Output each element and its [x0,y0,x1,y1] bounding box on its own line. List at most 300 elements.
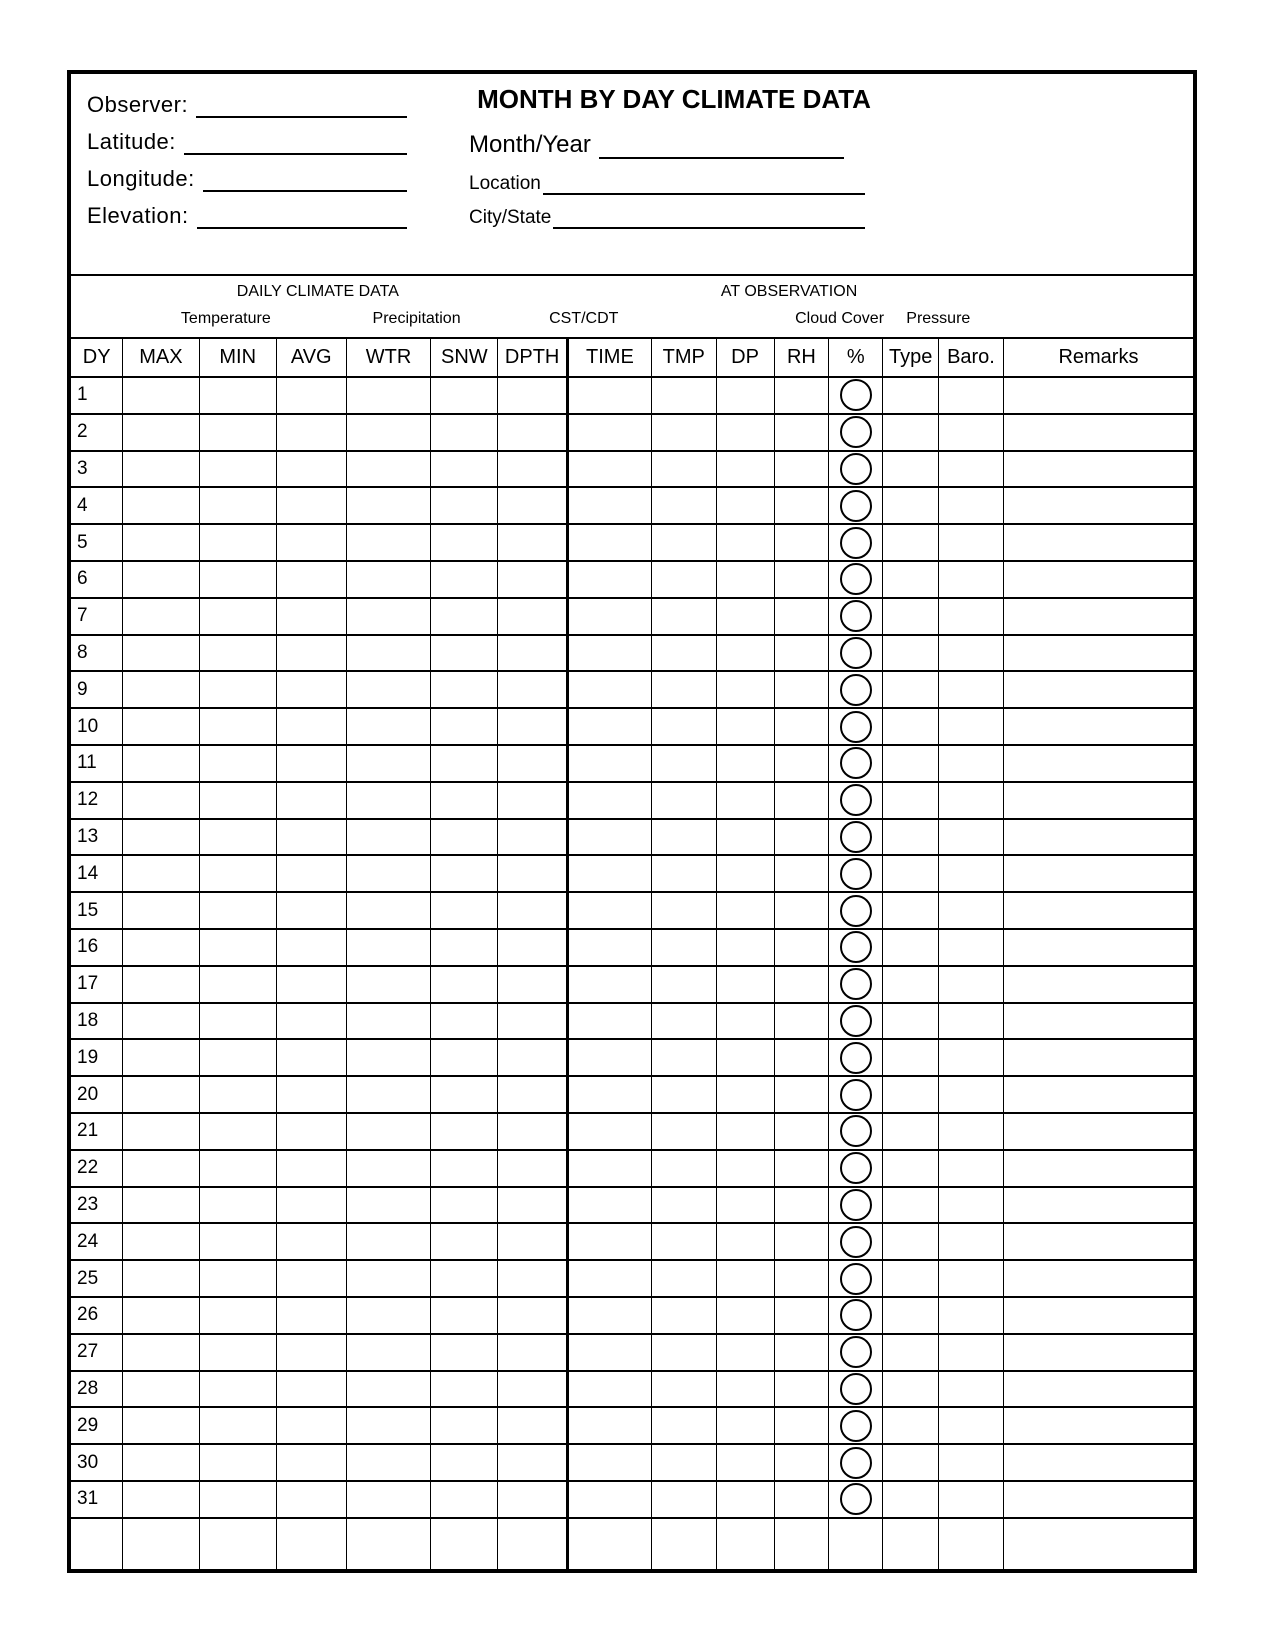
blank-cell [431,487,498,524]
blank-cell [123,1223,199,1260]
blank-cell [883,377,939,414]
blank-cell [1003,819,1193,856]
blank-cell [774,819,829,856]
blank-cell [774,598,829,635]
blank-cell [774,524,829,561]
blank-cell [276,414,346,451]
blank-cell [568,1334,652,1371]
blank-cell [276,1187,346,1224]
blank-cell [431,1407,498,1444]
blank-cell [774,1113,829,1150]
blank-cell [568,598,652,635]
blank-cell [774,451,829,488]
blank-cell [431,598,498,635]
blank-cell [774,1076,829,1113]
blank-cell [716,1076,774,1113]
blank-cell [651,1481,716,1518]
blank-cell [498,1187,568,1224]
blank-cell [939,377,1004,414]
blank-cell [123,1334,199,1371]
cloud-cover-circle-icon [840,637,872,669]
blank-cell [883,819,939,856]
blank-cell [716,1187,774,1224]
blank-cell [498,1076,568,1113]
cloud-cover-circle-icon [840,453,872,485]
blank-cell [568,1223,652,1260]
blank-cell [651,487,716,524]
blank-cell [939,1371,1004,1408]
cloud-cover-percent-cell [829,1150,883,1187]
blank-cell [1003,1297,1193,1334]
blank-cell [123,708,199,745]
city-state-label: City/State [469,207,552,228]
blank-cell [883,1039,939,1076]
cloud-cover-circle-icon [840,1226,872,1258]
blank-cell [651,929,716,966]
blank-cell [498,708,568,745]
blank-cell [716,524,774,561]
blank-cell [346,708,431,745]
daily-climate-data-header: DAILY CLIMATE DATA [236,283,399,300]
blank-cell [1003,377,1193,414]
cloud-cover-circle-icon [840,1042,872,1074]
cloud-cover-percent-cell [829,487,883,524]
blank-cell [199,1003,276,1040]
observer-blank-line [196,112,407,118]
blank-cell [199,966,276,1003]
longitude-blank-line [203,186,407,192]
blank-cell [123,414,199,451]
blank-cell [498,1223,568,1260]
blank-cell [939,819,1004,856]
blank-cell [568,1518,652,1570]
blank-cell [939,561,1004,598]
blank-cell [123,635,199,672]
blank-cell [716,487,774,524]
blank-cell [568,1039,652,1076]
day-row-3 [71,451,1193,488]
blank-cell [716,1297,774,1334]
blank-cell [199,1407,276,1444]
blank-cell [199,1334,276,1371]
day-row-4 [71,487,1193,524]
blank-cell [276,635,346,672]
blank-cell [199,414,276,451]
blank-cell [123,855,199,892]
blank-cell [498,855,568,892]
blank-cell [199,819,276,856]
blank-cell [123,524,199,561]
blank-cell [123,1076,199,1113]
blank-cell [276,377,346,414]
blank-cell [939,1150,1004,1187]
blank-cell [651,1518,716,1570]
blank-cell [939,1223,1004,1260]
blank-cell [199,524,276,561]
cloud-cover-percent-cell [829,377,883,414]
blank-cell [276,1003,346,1040]
blank-cell [939,708,1004,745]
blank-cell [939,855,1004,892]
day-number: 3 [77,457,88,479]
blank-cell [199,1371,276,1408]
day-row-18 [71,1003,1193,1040]
blank-cell [276,782,346,819]
blank-cell [123,745,199,782]
blank-cell [651,708,716,745]
cloud-cover-percent-cell [829,524,883,561]
blank-cell [346,451,431,488]
column-header-type: Type [883,339,939,377]
blank-cell [1003,524,1193,561]
column-header-max: MAX [123,339,199,377]
blank-cell [498,1481,568,1518]
blank-cell [498,1407,568,1444]
blank-cell [199,1297,276,1334]
column-header-baro: Baro. [939,339,1004,377]
blank-cell [123,966,199,1003]
day-number: 22 [77,1157,99,1179]
blank-cell [568,561,652,598]
blank-cell [939,1444,1004,1481]
blank-cell [939,635,1004,672]
blank-cell [774,966,829,1003]
cloud-cover-percent-cell [829,1003,883,1040]
blank-cell [829,1518,883,1570]
blank-cell [716,1371,774,1408]
cloud-cover-percent-cell [829,1076,883,1113]
column-header-time: TIME [568,339,652,377]
blank-cell [883,1150,939,1187]
blank-cell [716,1260,774,1297]
blank-cell [716,451,774,488]
blank-cell [199,598,276,635]
blank-cell [883,1481,939,1518]
blank-cell [1003,1076,1193,1113]
day-number: 17 [77,973,99,995]
blank-cell [123,487,199,524]
blank-cell [716,819,774,856]
blank-cell [651,855,716,892]
blank-cell [774,708,829,745]
cloud-cover-percent-cell [829,855,883,892]
cloud-cover-circle-icon [840,968,872,1000]
column-header-min: MIN [199,339,276,377]
location-label: Location [469,173,541,194]
day-number: 12 [77,789,99,811]
blank-cell [498,1150,568,1187]
day-row-25 [71,1260,1193,1297]
blank-cell [774,1407,829,1444]
day-row-6 [71,561,1193,598]
blank-cell [716,1518,774,1570]
day-number: 21 [77,1120,99,1142]
city-state-blank-line [553,223,865,229]
blank-cell [431,671,498,708]
column-header-tmp: TMP [651,339,716,377]
blank-cell [716,414,774,451]
day-row-5 [71,524,1193,561]
blank-cell [346,487,431,524]
column-header-dpth: DPTH [498,339,568,377]
form-frame [67,70,1197,1573]
blank-cell [346,1371,431,1408]
cloud-cover-circle-icon [840,1483,872,1515]
cloud-cover-circle-icon [840,1373,872,1405]
day-number: 26 [77,1304,99,1326]
day-number: 10 [77,715,99,737]
blank-cell [498,1039,568,1076]
blank-cell [883,561,939,598]
blank-cell [939,451,1004,488]
blank-cell [651,892,716,929]
cloud-cover-circle-icon [840,600,872,632]
blank-cell [346,1113,431,1150]
blank-cell [774,635,829,672]
cloud-cover-percent-cell [829,782,883,819]
cloud-cover-percent-cell [829,1334,883,1371]
blank-cell [774,1444,829,1481]
blank-cell [939,1003,1004,1040]
blank-cell [346,1260,431,1297]
day-row-2 [71,414,1193,451]
blank-cell [568,1407,652,1444]
blank-cell [199,929,276,966]
cloud-cover-percent-cell [829,1444,883,1481]
blank-cell [939,745,1004,782]
blank-cell [651,1076,716,1113]
blank-cell [883,1444,939,1481]
blank-cell [1003,1223,1193,1260]
blank-cell [651,377,716,414]
day-number: 9 [77,678,88,700]
day-number: 31 [77,1488,99,1510]
cloud-cover-percent-cell [829,561,883,598]
blank-cell [568,1481,652,1518]
blank-cell [199,1039,276,1076]
blank-cell [1003,451,1193,488]
latitude-blank-line [184,149,407,155]
blank-cell [123,1407,199,1444]
blank-cell [276,561,346,598]
blank-cell [939,1407,1004,1444]
blank-cell [651,414,716,451]
blank-cell [883,671,939,708]
blank-cell [651,1223,716,1260]
blank-cell [1003,782,1193,819]
column-header-dy: DY [82,346,111,368]
blank-cell [431,1518,498,1570]
elevation-label: Elevation: [87,203,189,228]
blank-cell [1003,635,1193,672]
cloud-cover-circle-icon [840,858,872,890]
blank-cell [716,745,774,782]
blank-cell [939,1297,1004,1334]
blank-cell [774,1260,829,1297]
blank-cell [346,1223,431,1260]
day-number: 27 [77,1341,99,1363]
blank-cell [199,671,276,708]
blank-cell [431,414,498,451]
cst-cdt-group-header: CST/CDT [549,310,619,327]
blank-cell [1003,855,1193,892]
day-number: 6 [77,568,88,590]
column-header-row [71,339,1193,377]
cloud-cover-circle-icon [840,1115,872,1147]
blank-cell [716,561,774,598]
blank-cell [1003,929,1193,966]
blank-cell [939,1113,1004,1150]
blank-cell [568,1113,652,1150]
blank-cell [1003,1113,1193,1150]
blank-cell [716,1407,774,1444]
cloud-cover-circle-icon [840,416,872,448]
blank-cell [774,929,829,966]
blank-cell [498,782,568,819]
blank-cell [431,1003,498,1040]
blank-cell [651,966,716,1003]
blank-cell [346,782,431,819]
blank-cell [716,1150,774,1187]
elevation-field [87,203,407,229]
blank-cell [774,1187,829,1224]
blank-cell [883,745,939,782]
blank-cell [651,819,716,856]
blank-cell [568,1297,652,1334]
blank-cell [346,1481,431,1518]
blank-cell [431,1113,498,1150]
blank-cell [1003,487,1193,524]
blank-cell [774,1371,829,1408]
blank-cell [431,1371,498,1408]
month-year-label: Month/Year [469,131,591,158]
at-observation-header: AT OBSERVATION [720,283,858,300]
blank-cell [716,892,774,929]
blank-cell [276,966,346,1003]
blank-cell [276,892,346,929]
cloud-cover-percent-cell [829,635,883,672]
blank-cell [651,1444,716,1481]
blank-cell [431,1150,498,1187]
blank-cell [346,929,431,966]
blank-cell [199,1481,276,1518]
blank-cell [774,1003,829,1040]
cloud-cover-percent-cell [829,1113,883,1150]
day-number: 18 [77,1009,99,1031]
blank-cell [498,1260,568,1297]
column-header-snw: SNW [431,339,498,377]
blank-cell [774,1039,829,1076]
latitude-label: Latitude: [87,129,176,154]
blank-cell [199,1150,276,1187]
blank-cell [123,892,199,929]
cloud-cover-percent-cell [829,598,883,635]
day-row-7 [71,598,1193,635]
blank-cell [883,1371,939,1408]
blank-cell [498,635,568,672]
blank-cell [498,1518,568,1570]
blank-cell [1003,966,1193,1003]
latitude-field [87,129,407,155]
cloud-cover-percent-cell [829,708,883,745]
blank-cell [498,929,568,966]
day-number: 2 [77,421,88,443]
cloud-cover-circle-icon [840,1189,872,1221]
day-number: 5 [77,531,88,553]
blank-cell [939,414,1004,451]
blank-cell [346,1297,431,1334]
blank-cell [199,1444,276,1481]
day-number: 16 [77,936,99,958]
day-row-17 [71,966,1193,1003]
blank-cell [498,1334,568,1371]
blank-cell [276,708,346,745]
blank-cell [939,671,1004,708]
blank-cell [123,1518,199,1570]
blank-cell [1003,1518,1193,1570]
day-number: 23 [77,1193,99,1215]
blank-cell [568,1187,652,1224]
cloud-cover-percent-cell [829,1187,883,1224]
blank-cell [123,929,199,966]
blank-cell [346,855,431,892]
blank-cell [774,745,829,782]
blank-cell [276,1297,346,1334]
day-row-11 [71,745,1193,782]
blank-cell [1003,1481,1193,1518]
cloud-cover-circle-icon [840,1410,872,1442]
blank-cell [651,782,716,819]
longitude-label: Longitude: [87,166,195,191]
day-number: 29 [77,1414,99,1436]
blank-cell [498,1113,568,1150]
blank-cell [1003,1260,1193,1297]
cloud-cover-circle-icon [840,895,872,927]
blank-cell [883,782,939,819]
blank-cell [883,892,939,929]
cloud-cover-circle-icon [840,379,872,411]
blank-cell [651,745,716,782]
blank-cell [346,1334,431,1371]
blank-cell [199,855,276,892]
day-row-22 [71,1150,1193,1187]
blank-cell [716,1334,774,1371]
blank-cell [774,377,829,414]
blank-cell [276,1113,346,1150]
blank-cell [568,819,652,856]
blank-cell [431,782,498,819]
blank-cell [431,524,498,561]
blank-cell [346,598,431,635]
blank-cell [498,1371,568,1408]
blank-cell [199,745,276,782]
blank-cell [199,487,276,524]
blank-cell [774,1223,829,1260]
blank-cell [199,1187,276,1224]
blank-cell [568,855,652,892]
column-header-rh: RH [774,339,829,377]
blank-cell [651,1260,716,1297]
cloud-cover-circle-icon [840,1152,872,1184]
blank-cell [346,966,431,1003]
blank-cell [431,929,498,966]
day-row-1 [71,377,1193,414]
blank-cell [498,414,568,451]
day-number: 11 [77,752,97,774]
day-number: 13 [77,825,99,847]
blank-cell [431,819,498,856]
blank-cell [346,671,431,708]
